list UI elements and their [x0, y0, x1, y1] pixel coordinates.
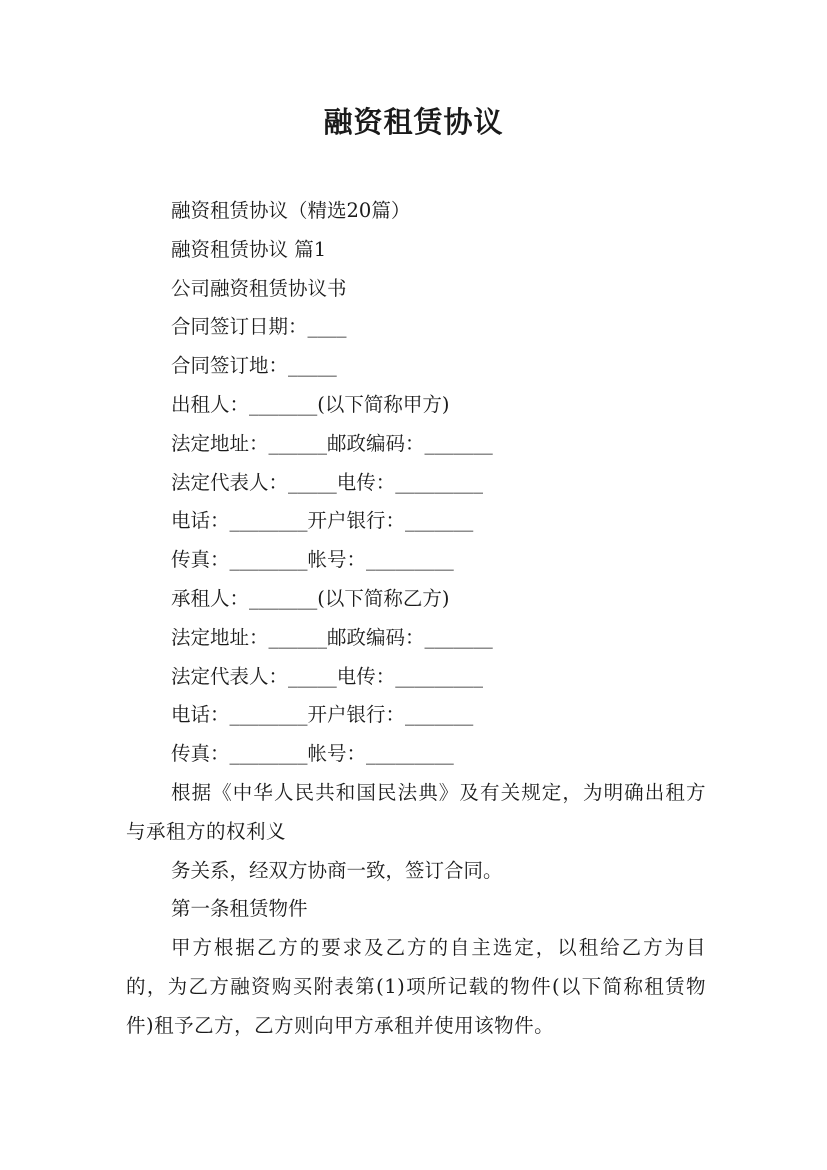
- preamble-paragraph: 根据《中华人民共和国民法典》及有关规定，为明确出租方与承租方的权利义: [126, 780, 706, 843]
- section-heading: 融资租赁协议 篇1: [171, 237, 327, 261]
- sign-date-field: 合同签订日期：____: [171, 315, 347, 339]
- article-1-heading: 第一条租赁物件: [171, 897, 308, 921]
- lessee-field: 承租人：_______(以下简称乙方): [171, 586, 450, 610]
- preamble-continuation: 务关系，经双方协商一致，签订合同。: [171, 858, 503, 882]
- lessee-address-field: 法定地址：______邮政编码：_______: [171, 625, 493, 649]
- lessor-field: 出租人：_______(以下简称甲方): [171, 392, 450, 416]
- lessor-address-field: 法定地址：______邮政编码：_______: [171, 431, 493, 455]
- document-body: [126, 192, 706, 1046]
- lessor-phone-field: 电话：________开户银行：_______: [171, 509, 474, 533]
- lessor-fax-field: 传真：________帐号：_________: [171, 548, 454, 572]
- contract-name: 公司融资租赁协议书: [171, 276, 347, 300]
- lessee-representative-field: 法定代表人：_____电传：_________: [171, 664, 484, 688]
- lessee-phone-field: 电话：________开户银行：_______: [171, 703, 474, 727]
- sign-place-field: 合同签订地：_____: [171, 354, 337, 378]
- article-1-paragraph: 甲方根据乙方的要求及乙方的自主选定，以租给乙方为目的，为乙方融资购买附表第(1)项所记载的物件(以下简称租赁物件)租予乙方，乙方则向甲方承租并使用该物件。: [126, 936, 706, 1037]
- lessor-representative-field: 法定代表人：_____电传：_________: [171, 470, 484, 494]
- document-title: 融资租赁协议: [323, 105, 504, 139]
- lessee-fax-field: 传真：________帐号：_________: [171, 742, 454, 766]
- subtitle-paragraph: 融资租赁协议（精选20篇）: [171, 199, 411, 222]
